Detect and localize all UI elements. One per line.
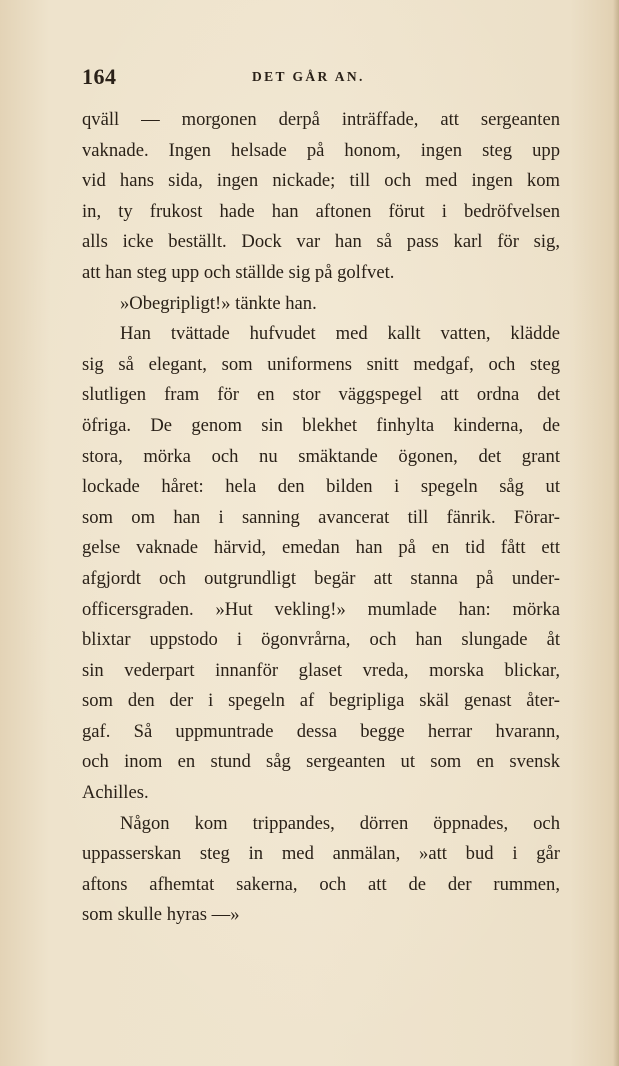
text-line: afgjordt och outgrundligt begär att stanna på under- (82, 567, 560, 589)
text-line: gaf. Så uppmuntrade dessa begge herrar hvarann, (82, 720, 560, 742)
text-line: lockade håret: hela den bilden i spegeln såg ut (82, 476, 560, 498)
text-line: Achilles. (82, 782, 149, 804)
text-line: uppasserskan steg in med anmälan, »att bud i går (82, 843, 560, 865)
text-line: aftons afhemtat sakerna, och att de der rummen, (82, 873, 560, 895)
text-line: som skulle hyras —» (82, 904, 240, 926)
running-title: DET GÅR AN. (252, 69, 365, 84)
text-line: Han tvättade hufvudet med kallt vatten, klädde (120, 323, 560, 345)
text-line: stora, mörka och nu smäktande ögonen, det grant (82, 445, 560, 467)
text-line: officersgraden. »Hut vekling!» mumlade han: mörka (82, 598, 560, 620)
text-line: vaknade. Ingen helsade på honom, ingen steg upp (82, 139, 560, 161)
text-line: att han steg upp och ställde sig på golfvet. (82, 261, 395, 283)
text-line: »Obegripligt!» tänkte han. (120, 292, 317, 314)
body-text (82, 105, 560, 931)
page-number: 164 (82, 64, 117, 89)
text-line: gelse vaknade härvid, emedan han på en tid fått ett (82, 537, 560, 559)
text-line: alls icke beställt. Dock var han så pass karl för sig, (82, 231, 560, 253)
text-line: som om han i sanning avancerat till fänrik. Förar- (82, 506, 560, 528)
text-line: slutligen fram för en stor väggspegel att ordna det (82, 384, 560, 406)
text-line: vid hans sida, ingen nickade; till och med ingen kom (82, 170, 560, 192)
text-line: sin vederpart innanför glaset vreda, morska blickar, (82, 659, 560, 681)
text-line: blixtar uppstodo i ögonvrårna, och han slungade åt (82, 629, 560, 651)
text-line: som den der i spegeln af begripliga skäl genast åter- (82, 690, 560, 712)
text-line: sig så elegant, som uniformens snitt medgaf, och steg (82, 353, 560, 375)
text-line: Någon kom trippandes, dörren öppnades, och (120, 812, 560, 834)
text-line: in, ty frukost hade han aftonen förut i bedröfvelsen (82, 200, 560, 222)
text-line: öfriga. De genom sin blekhet finhylta kinderna, de (82, 414, 560, 436)
page-header (82, 64, 558, 88)
text-line: qväll — morgonen derpå inträffade, att sergeanten (82, 109, 560, 130)
text-line: och inom en stund såg sergeanten ut som en svensk (82, 751, 560, 773)
